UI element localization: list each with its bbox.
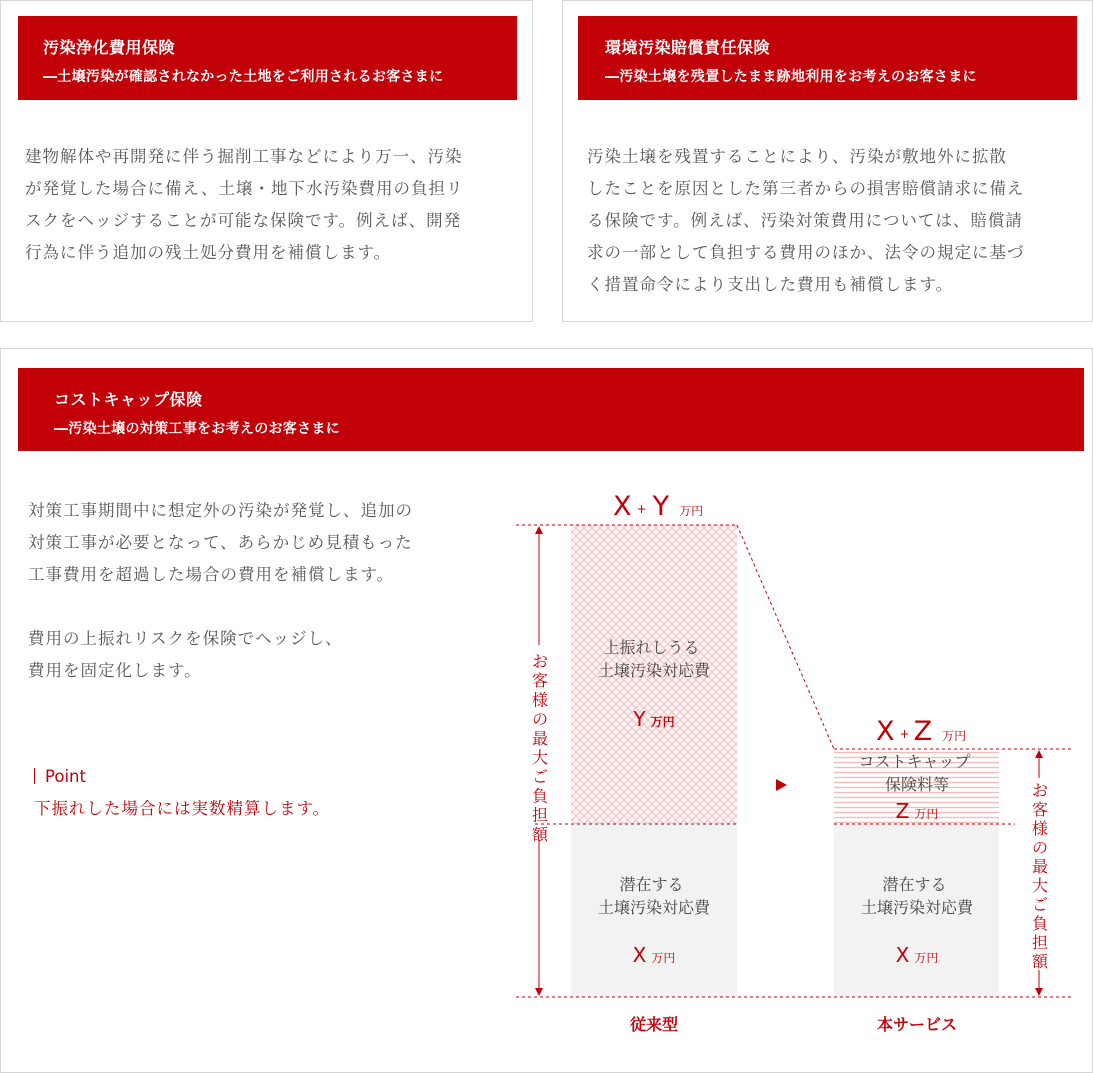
bracket-char: 最 — [1031, 857, 1049, 876]
latent-value-left: X万円 — [632, 943, 676, 967]
right-total-label: X + Z 万円 — [876, 716, 967, 747]
bracket-char: 大 — [531, 748, 549, 767]
latent-label-left: 潜在する 土壌汚染対応費 — [597, 875, 711, 917]
costcap-line: 費用を固定化します。 — [28, 661, 202, 680]
latent-value-right: X万円 — [895, 943, 939, 967]
left-total-label: X + Y 万円 — [613, 491, 704, 522]
bracket-char: 担 — [1031, 933, 1049, 952]
card-subtitle: ―汚染土壌の対策工事をお考えのお客さまに — [54, 421, 340, 437]
card-line: 行為に伴う追加の残土処分費用を補償します。 — [25, 243, 392, 262]
column-label-left: 従来型 — [629, 1015, 679, 1034]
costcap-line: 対策工事が必要となって、あらかじめ見積もった — [28, 533, 413, 552]
bracket-char: ご — [1031, 895, 1049, 914]
bracket-char: 最 — [531, 728, 549, 748]
bracket-char: お — [531, 652, 549, 671]
card-line: 建物解体や再開発に伴う掘削工事などにより万一、汚染 — [25, 147, 463, 166]
card-title: 環境汚染賠償責任保険 — [605, 38, 771, 57]
bracket-char: 様 — [531, 690, 549, 710]
premium-label: コストキャップ 保険料等 — [858, 752, 971, 794]
card-line: る保険です。例えば、汚染対策費用については、賠償請 — [587, 211, 1023, 230]
slope-dashed-line — [737, 525, 834, 749]
upper-risk-label: 上振れしうる 土壌汚染対応費 — [597, 638, 711, 680]
bracket-char: 客 — [531, 671, 549, 691]
bracket-char: 大 — [1031, 876, 1049, 895]
bracket-char: 負 — [1031, 914, 1049, 933]
transition-arrow-icon — [776, 779, 787, 791]
premium-value: Z万円 — [895, 799, 939, 823]
card-line: く措置命令により支出した費用も補償します。 — [587, 275, 954, 294]
costcap-line: 費用の上振れリスクを保険でヘッジし、 — [28, 629, 343, 648]
card-line: 汚染土壌を残置することにより、汚染が敷地外に拡散 — [587, 147, 1007, 166]
bracket-char: 担 — [531, 805, 549, 825]
card-line: が発覚した場合に備え、土壌・地下水汚染費用の負担リ — [25, 179, 464, 198]
point-text: 下振れした場合には実数精算します。 — [34, 799, 331, 818]
bracket-char: ご — [531, 767, 549, 787]
point-label: Point — [45, 767, 86, 786]
card-subtitle: ―汚染土壌を残置したまま跡地利用をお考えのお客さまに — [605, 69, 977, 85]
bracket-char: お — [1031, 781, 1049, 800]
card-title: 汚染浄化費用保険 — [43, 38, 176, 57]
card-subtitle: ―土壌汚染が確認されなかった土地をご利用されるお客さまに — [43, 69, 444, 85]
right-bracket-label — [1032, 781, 1049, 971]
bracket-char: 額 — [1031, 952, 1049, 971]
card-line: 求の一部として負担する費用のほか、法令の規定に基づ — [587, 243, 1025, 262]
bracket-char: の — [1031, 838, 1049, 857]
upper-risk-value: Y万円 — [633, 707, 675, 731]
bracket-char: 客 — [1031, 800, 1049, 819]
card-line: したことを原因とした第三者からの損害賠償請求に備え — [587, 179, 1025, 198]
latent-label-right: 潜在する 土壌汚染対応費 — [860, 875, 974, 917]
card-title: コストキャップ保険 — [54, 390, 203, 409]
bracket-char: の — [531, 709, 549, 729]
costcap-line: 対策工事期間中に想定外の汚染が発覚し、追加の — [28, 501, 413, 520]
column-label-right: 本サービス — [876, 1015, 958, 1034]
left-bracket-label — [532, 652, 549, 844]
costcap-line: 工事費用を超過した場合の費用を補償します。 — [28, 565, 395, 584]
bracket-char: 額 — [531, 824, 549, 844]
bracket-char: 様 — [1031, 819, 1049, 838]
card-line: スクをヘッジすることが可能な保険です。例えば、開発 — [25, 211, 462, 230]
bracket-char: 負 — [531, 786, 549, 806]
